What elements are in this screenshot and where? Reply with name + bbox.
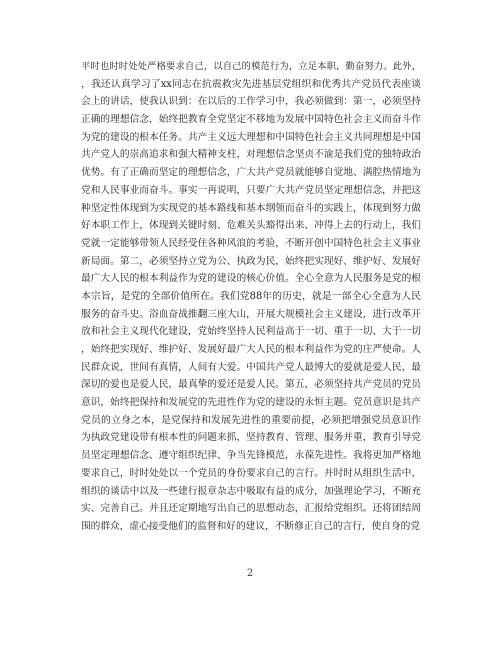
text-line: 深切的爱也是爱人民，最真挚的爱还是爱人民。第五，必须坚持共产党员的党员 [81,379,421,391]
text-line: 组织的谈话中以及一些建行报章杂志中吸取有益的成分，加强理论学习，不断充 [81,485,421,497]
text-line: 实、完善自己。并且还定期地写出自己的思想动态，汇报给党组织。还将团结周 [81,503,421,515]
text-line: 意识，始终把保持和发展党的先进性作为党的建设的永恒主题。党员意识是共产 [81,397,421,409]
text-line: 新局面。第二，必须坚持立党为公、执政为民，始终把实现好、维护好、发展好 [81,255,421,267]
text-line: ，始终把实现好、维护好、发展好最广大人民的根本利益作为党的庄严使命。人 [81,344,421,355]
text-line: 正确的理想信念，始终把教育全党坚定不移地为发展中国特色社会主义而奋斗作 [81,114,421,126]
text-line: ，我还认真学习了xx同志在抗震救灾先进基层党组织和优秀共产党员代表座谈 [81,78,421,90]
text-line: 为执政党建设带有根本性的问题来抓，坚持教育、管理、服务并重，教育引导党 [81,432,421,444]
text-line: 要求自己，时时处处以一个党员的身份要求自己的言行。并时时从组织生活中、 [81,467,421,479]
text-line: 服务的奋斗史。浴血奋战推翻三座大山，开展大规模社会主义建设，进行改革开 [81,308,421,320]
text-line: 本宗旨，是党的全部价值所在。我们党88年的历史，就是一部全心全意为人民 [81,290,421,302]
text-line: 党就一定能够带领人民经受住各种风浪的考验，不断开创中国特色社会主义事业 [81,237,421,249]
text-line: 最广大人民的根本利益作为党的建设的核心价值。全心全意为人民服务是党的根 [81,273,421,285]
text-line: 共产党人的崇高追求和强大精神支柱，对理想信念坚贞不渝是我们党的独特政治 [81,149,421,161]
text-line: 优势。有了正确而坚定的理想信念，广大共产党员就能够自觉地、满腔热情地为 [81,167,421,179]
text-line: 好本职工作上，体现到关键时刻、危难关头豁得出来、冲得上去的行动上，我们 [81,220,421,232]
text-line: 党员的立身之本，是党保持和发展先进性的重要前提，必须把增强党员意识作 [81,414,421,426]
text-line: 民群众说，世间有真情，人间有大爱。中国共产党人最博大的爱就是爱人民，最 [81,361,421,373]
page-number: 2 [246,568,254,579]
text-line: 员坚定理想信念、遵守组织纪律、争当先锋模范，永葆先进性。我将更加严格地 [81,450,421,462]
text-line: 围的群众，虚心接受他们的监督和好的建议，不断修正自己的言行，使自身的党 [81,520,421,532]
text-line: 会上的讲话，使我认识到：在以后的工作学习中，我必须做到：第一，必须坚持 [81,96,421,108]
text-line: 平时也时时处处严格要求自己，以自己的模范行为，立足本职，勤奋努力。此外， [81,61,421,72]
body-text [81,58,421,536]
text-line: 党和人民事业而奋斗。事实一再说明，只要广大共产党员坚定理想信念，并把这 [81,184,421,196]
text-line: 为党的建设的根本任务。共产主义远大理想和中国特色社会主义共同理想是中国 [81,131,421,143]
text-line: 种坚定性体现到为实现党的基本路线和基本纲领而奋斗的实践上，体现到努力做 [81,202,421,214]
text-line: 放和社会主义现代化建设，党始终坚持人民利益高于一切、重于一切、大于一切 [81,326,421,338]
